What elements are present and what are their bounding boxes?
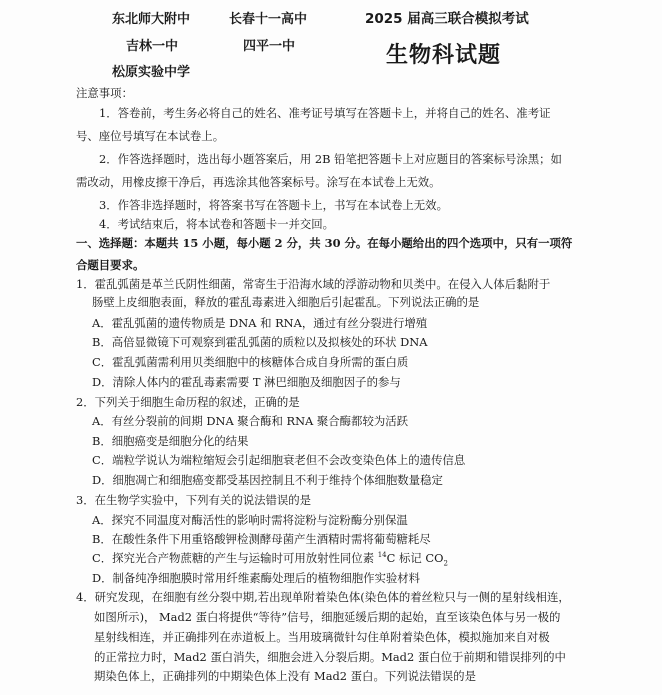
notice-line: 需改动，用橡皮擦干净后，再选涂其他答案标号。涂写在本试卷上无效。 bbox=[76, 175, 441, 189]
question-3-stem: 3．在生物学实验中，下列有关的说法错误的是 bbox=[76, 493, 312, 507]
question-3-option-c-text: C 标记 CO bbox=[386, 551, 444, 565]
notice-line: 号、座位号填写在本试卷上。 bbox=[76, 129, 225, 143]
section-title: 一、选择题：本题共 15 小题，每小题 2 分，共 30 分。在每小题给出的四个选项中，只有一项符 bbox=[76, 236, 573, 250]
question-2-option-b: B．细胞癌变是细胞分化的结果 bbox=[92, 434, 249, 448]
question-1-option-d: D．清除人体内的霍乱毒素需要 T 淋巴细胞及细胞因子的参与 bbox=[92, 375, 401, 389]
question-1-stem: 肠壁上皮细胞表面，释放的霍乱毒素进入细胞后引起霍乱。下列说法正确的是 bbox=[92, 295, 480, 309]
question-4-stem: 4．研究发现，在细胞有丝分裂中期,若出现单附着染色体(染色体的着丝粒只与一侧的星射线相连， bbox=[76, 590, 570, 604]
question-4-stem: 期染色体上，正确排列的中期染色体上没有 Mad2 蛋白。下列说法错误的是 bbox=[94, 669, 476, 683]
isotope-mass-number: 14 bbox=[377, 551, 387, 560]
question-1-option-a: A．霍乱弧菌的遗传物质是 DNA 和 RNA，通过有丝分裂进行增殖 bbox=[92, 316, 428, 330]
exam-title: 2025 届高三联合模拟考试 bbox=[365, 11, 529, 27]
notice-line: 1．答卷前，考生务必将自己的姓名、准考证号填写在答题卡上，并将自己的姓名、准考证 bbox=[99, 106, 551, 120]
question-4-stem: 的正常拉力时，Mad2 蛋白消失，细胞会进入分裂后期。Mad2 蛋白位于前期和错误排列的中 bbox=[94, 650, 566, 664]
school-name: 吉林一中 bbox=[126, 39, 179, 54]
school-name: 东北师大附中 bbox=[112, 12, 191, 27]
question-2-option-c: C．端粒学说认为端粒缩短会引起细胞衰老但不会改变染色体上的遗传信息 bbox=[92, 453, 466, 467]
question-1-option-c: C．霍乱弧菌需利用贝类细胞中的核糖体合成自身所需的蛋白质 bbox=[92, 355, 409, 369]
question-3-option-b: B．在酸性条件下用重铬酸钾检测酵母菌产生酒精时需将葡萄糖耗尽 bbox=[92, 532, 431, 546]
question-4-stem: 如图所示)， Mad2 蛋白将提供“等待”信号，细胞延缓后期的起始，直至该染色体与另一极的 bbox=[94, 610, 561, 624]
notice-heading: 注意事项： bbox=[76, 86, 133, 100]
question-2-option-a: A．有丝分裂前的间期 DNA 聚合酶和 RNA 聚合酶都较为活跃 bbox=[92, 414, 409, 428]
section-title: 合题目要求。 bbox=[76, 258, 145, 272]
school-name: 松原实验中学 bbox=[112, 65, 191, 80]
question-1-option-b: B．高倍显微镜下可观察到霍乱弧菌的质粒以及拟核处的环状 DNA bbox=[92, 335, 428, 349]
subscript: 2 bbox=[443, 559, 448, 568]
question-3-option-c bbox=[92, 550, 448, 566]
question-3-option-d: D．制备纯净细胞膜时常用纤维素酶处理后的植物细胞作实验材料 bbox=[92, 571, 421, 585]
question-3-option-a: A．探究不同温度对酶活性的影响时需将淀粉与淀粉酶分别保温 bbox=[92, 513, 408, 527]
notice-line: 4．考试结束后，将本试卷和答题卡一并交回。 bbox=[99, 217, 335, 231]
school-name: 长春十一高中 bbox=[229, 12, 308, 27]
notice-line: 2．作答选择题时，选出每小题答案后，用 2B 铅笔把答题卡上对应题目的答案标号涂黑；如 bbox=[99, 152, 562, 166]
question-3-option-c-text: C．探究光合产物蔗糖的产生与运输时可用放射性同位素 bbox=[92, 551, 378, 565]
subject-title: 生物科试题 bbox=[386, 43, 502, 68]
notice-line: 3．作答非选择题时，将答案书写在答题卡上，书写在本试卷上无效。 bbox=[99, 198, 448, 212]
school-name: 四平一中 bbox=[243, 39, 296, 54]
question-4-stem: 星射线相连，并正确排列在赤道板上。当用玻璃微针勾住单附着染色体，模拟施加来自对极 bbox=[94, 630, 550, 644]
question-2-option-d: D．细胞凋亡和细胞癌变都受基因控制且不利于维持个体细胞数量稳定 bbox=[92, 473, 443, 487]
question-1-stem: 1．霍乱弧菌是革兰氏阴性细菌，常寄生于沿海水域的浮游动物和贝类中。在侵入人体后黏附于 bbox=[76, 277, 551, 291]
question-2-stem: 2．下列关于细胞生命历程的叙述，正确的是 bbox=[76, 395, 300, 409]
